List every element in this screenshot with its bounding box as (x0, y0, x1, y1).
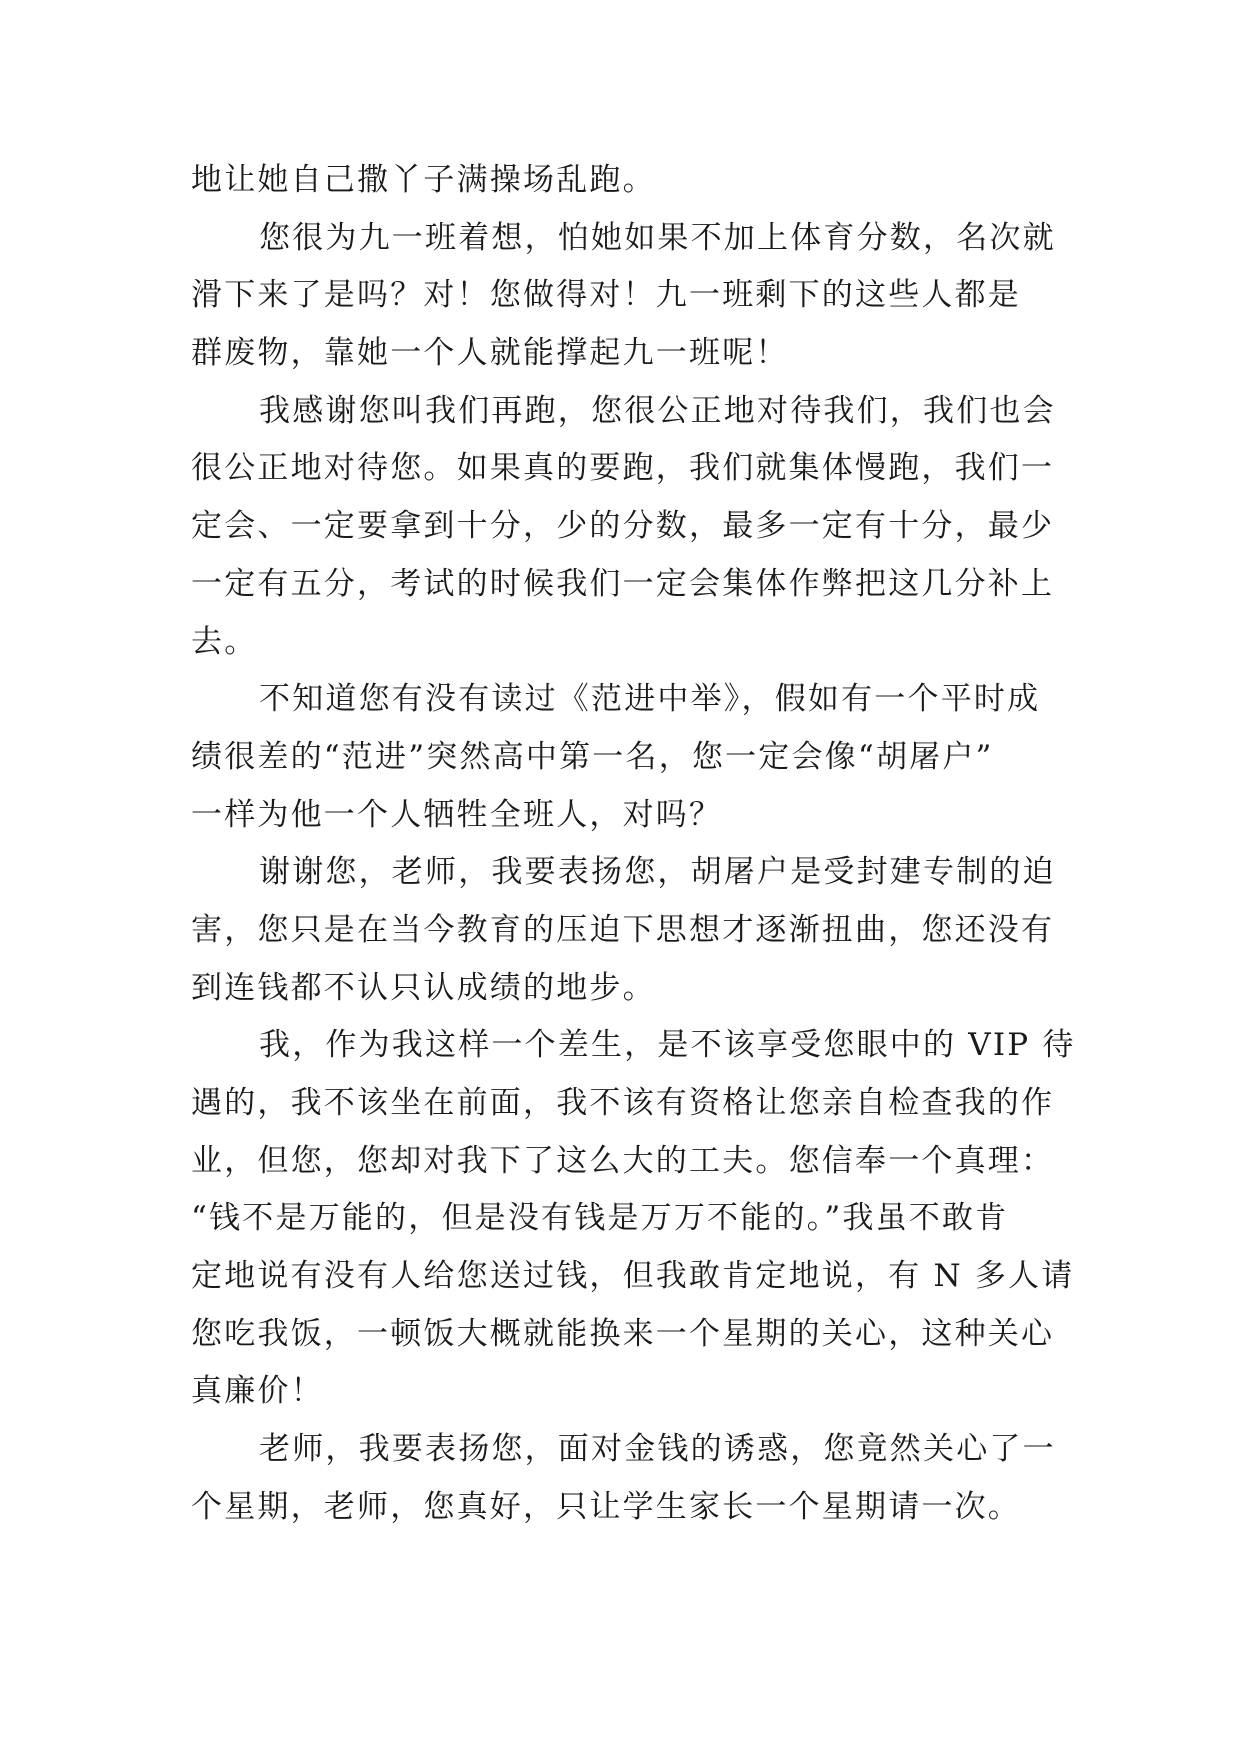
text-line: 您吃我饭，一顿饭大概就能换来一个星期的关心，这种关心 (191, 1315, 1055, 1352)
text-line: 定地说有没有人给您送过钱，但我敢肯定地说，有 N 多人请 (191, 1258, 1075, 1295)
text-line: 滑下来了是吗？对！您做得对！九一班剩下的这些人都是 (191, 277, 1021, 314)
text-line: 真廉价！ (191, 1373, 324, 1410)
paragraph-first-line: 我，作为我这样一个差生，是不该享受您眼中的 VIP 待 (259, 1027, 1076, 1064)
text-line: 很公正地对待您。如果真的要跑，我们就集体慢跑，我们一 (191, 450, 1055, 487)
text-line: 一样为他一个人牺牲全班人，对吗？ (191, 796, 723, 833)
paragraph-first-line: 老师，我要表扬您，面对金钱的诱惑，您竟然关心了一 (259, 1431, 1056, 1468)
paragraph-first-line: 谢谢您，老师，我要表扬您，胡屠户是受封建专制的迫 (259, 854, 1056, 891)
text-line: “钱不是万能的，但是没有钱是万万不能的。”我虽不敢肯 (191, 1200, 1009, 1237)
document-body (191, 152, 1076, 1537)
text-line: 害，您只是在当今教育的压迫下思想才逐渐扭曲，您还没有 (191, 911, 1055, 948)
paragraph-first-line: 您很为九一班着想，怕她如果不加上体育分数，名次就 (259, 219, 1056, 256)
text-line: 一定有五分，考试的时候我们一定会集体作弊把这几分补上 (191, 565, 1055, 602)
text-line: 地让她自己撒丫子满操场乱跑。 (191, 162, 656, 198)
text-line: 定会、一定要拿到十分，少的分数，最多一定有十分，最少 (191, 508, 1055, 545)
text-line: 去。 (191, 623, 258, 660)
text-line: 群废物，靠她一个人就能撑起九一班呢！ (191, 335, 789, 372)
text-line: 遇的，我不该坐在前面，我不该有资格让您亲自检查我的作 (191, 1085, 1055, 1121)
text-line: 个星期，老师，您真好，只让学生家长一个星期请一次。 (191, 1488, 1021, 1525)
paragraph-first-line: 我感谢您叫我们再跑，您很公正地对待我们，我们也会 (259, 392, 1056, 429)
text-line: 绩很差的“范进”突然高中第一名，您一定会像“胡屠户” (191, 738, 994, 775)
text-line: 业，但您，您却对我下了这么大的工夫。您信奉一个真理： (191, 1142, 1055, 1179)
text-line: 到连钱都不认只认成绩的地步。 (191, 969, 656, 1006)
paragraph-first-line: 不知道您有没有读过《范进中举》，假如有一个平时成 (259, 681, 1041, 718)
